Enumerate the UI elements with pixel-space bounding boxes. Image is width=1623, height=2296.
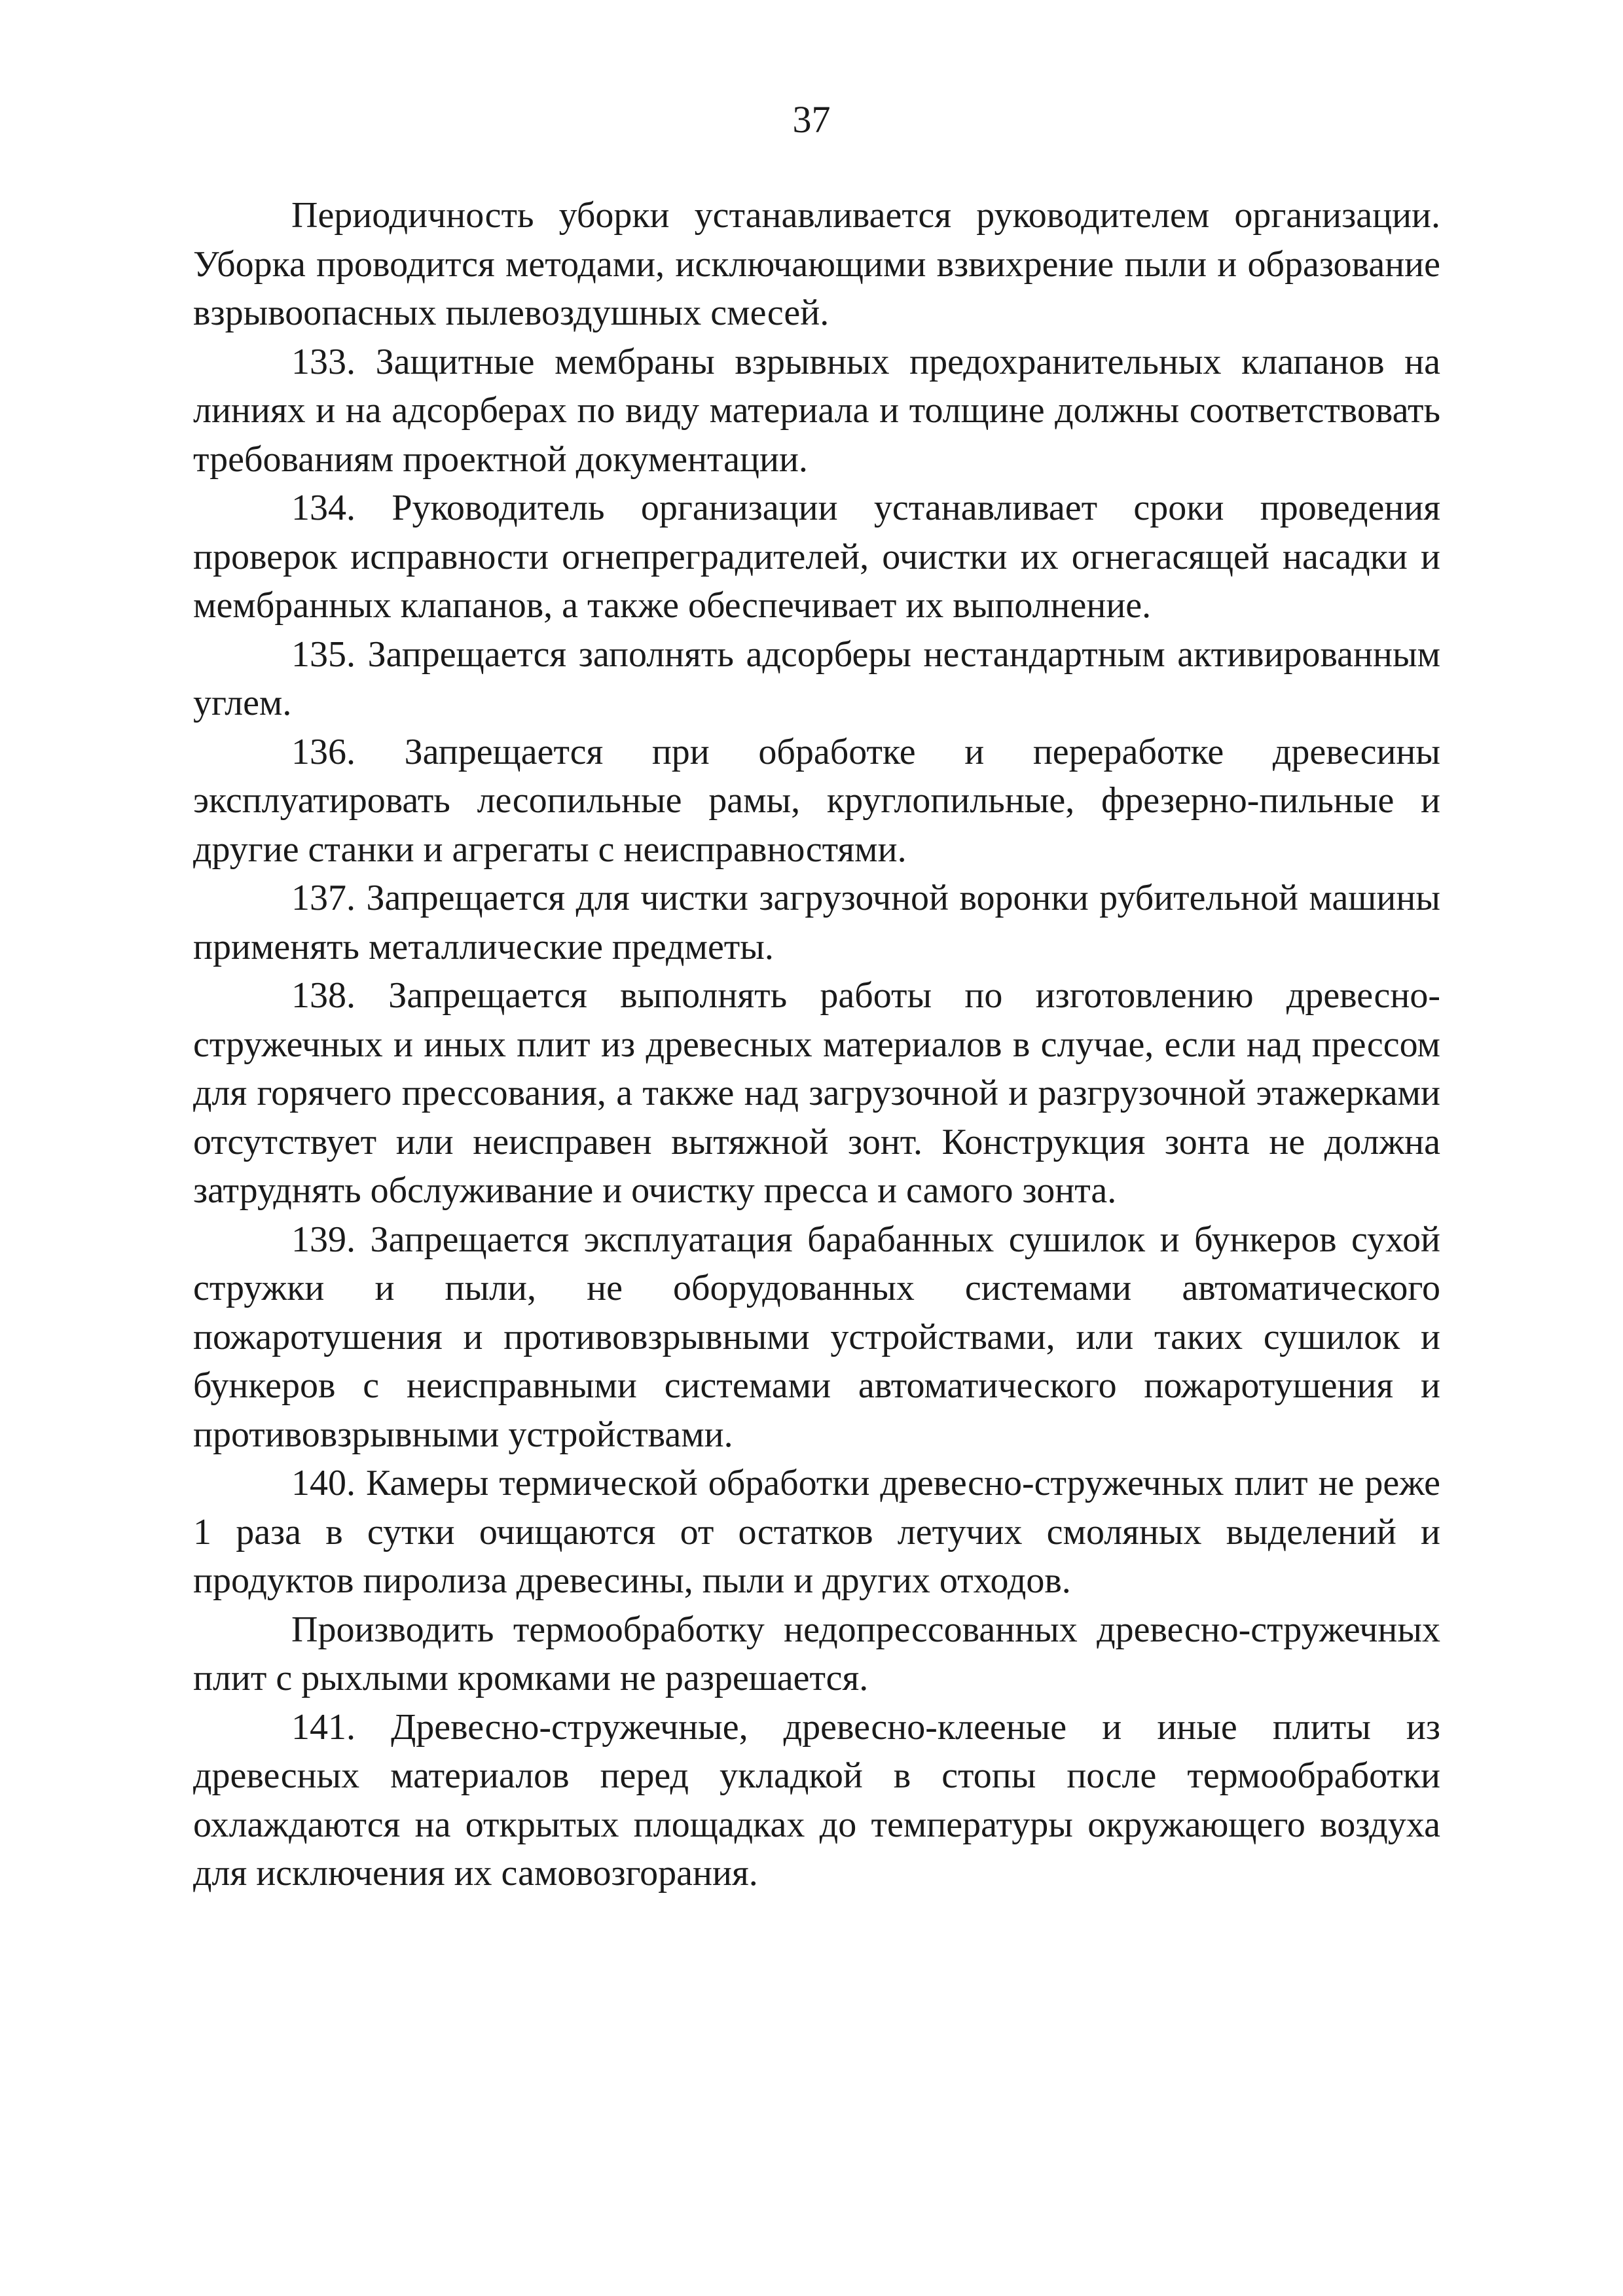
paragraph-text: Руководитель организации устанавливает сроки проведения проверок исправности огнепреградителей, очистки их огнегасящей насадки и мембранных клапанов, а также обеспечивает их выполнение. <box>193 488 1441 626</box>
clause-number: 134. <box>291 488 356 528</box>
paragraph-clause-135 <box>193 630 1440 728</box>
document-body <box>193 191 1440 1898</box>
paragraph-clause-133 <box>193 338 1440 484</box>
paragraph-text: Запрещается при обработке и переработке древесины эксплуатировать лесопильные рамы, круглопильные, фрезерно-пильные и другие станки и агрегаты с неисправностями. <box>193 731 1441 870</box>
clause-number: 133. <box>291 341 356 382</box>
paragraph-clause-137 <box>193 874 1440 971</box>
page-number: 37 <box>792 98 831 141</box>
paragraph-text: Запрещается для чистки загрузочной воронки рубительной машины применять металлические предметы. <box>193 878 1440 967</box>
paragraph-clause-134 <box>193 484 1440 630</box>
clause-number: 138. <box>291 975 356 1016</box>
paragraph-clause-141 <box>193 1703 1440 1898</box>
paragraph-clause-139 <box>193 1215 1440 1460</box>
clause-number: 136. <box>291 731 356 772</box>
paragraph <box>193 191 1440 338</box>
paragraph-text: Запрещается эксплуатация барабанных сушилок и бункеров сухой стружки и пыли, не оборудованных системами автоматического пожаротушения и противовзрывными устройствами, или таких сушилок и бункеров с неисправными системами автоматического пожаротушения и противовзрывными устройствами. <box>193 1219 1441 1455</box>
paragraph-clause-138 <box>193 971 1440 1215</box>
clause-number: 137. <box>291 878 356 918</box>
paragraph <box>193 1605 1440 1703</box>
clause-number: 141. <box>291 1706 356 1748</box>
paragraph-clause-136 <box>193 728 1440 874</box>
paragraph-text: Древесно-стружечные, древесно-клееные и иные плиты из древесных материалов перед укладкой в стопы после термообработки охлаждаются на открытых площадках до температуры окружающего воздуха для исключения их самовозгорания. <box>193 1706 1441 1893</box>
paragraph-text: Производить термообработку недопрессованных древесно-стружечных плит с рыхлыми кромками не разрешается. <box>193 1609 1440 1698</box>
paragraph-text: Камеры термической обработки древесно-стружечных плит не реже 1 раза в сутки очищаются от остатков летучих смоляных выделений и продуктов пиролиза древесины, пыли и других отходов. <box>193 1463 1441 1601</box>
paragraph-text: Периодичность уборки устанавливается руководителем организации. Уборка проводится методами, исключающими взвихрение пыли и образование взрывоопасных пылевоздушных смесей. <box>193 195 1440 333</box>
paragraph-text: Защитные мембраны взрывных предохранительных клапанов на линиях и на адсорберах по виду материала и толщине должны соответствовать требованиям проектной документации. <box>193 341 1440 480</box>
clause-number: 139. <box>291 1219 356 1260</box>
paragraph-text: Запрещается заполнять адсорберы нестандартным активированным углем. <box>193 634 1441 723</box>
paragraph-text: Запрещается выполнять работы по изготовлению древесно-стружечных и иных плит из древесных материалов в случае, если над прессом для горячего прессования, а также над загрузочной и разгрузочной этажерками отсутствует или неисправен вытяжной зонт. Конструкция зонта не должна затруднять обслуживание и очистку пресса и самого зонта. <box>193 975 1441 1211</box>
clause-number: 135. <box>291 634 356 675</box>
clause-number: 140. <box>291 1463 356 1503</box>
paragraph-clause-140 <box>193 1459 1440 1605</box>
